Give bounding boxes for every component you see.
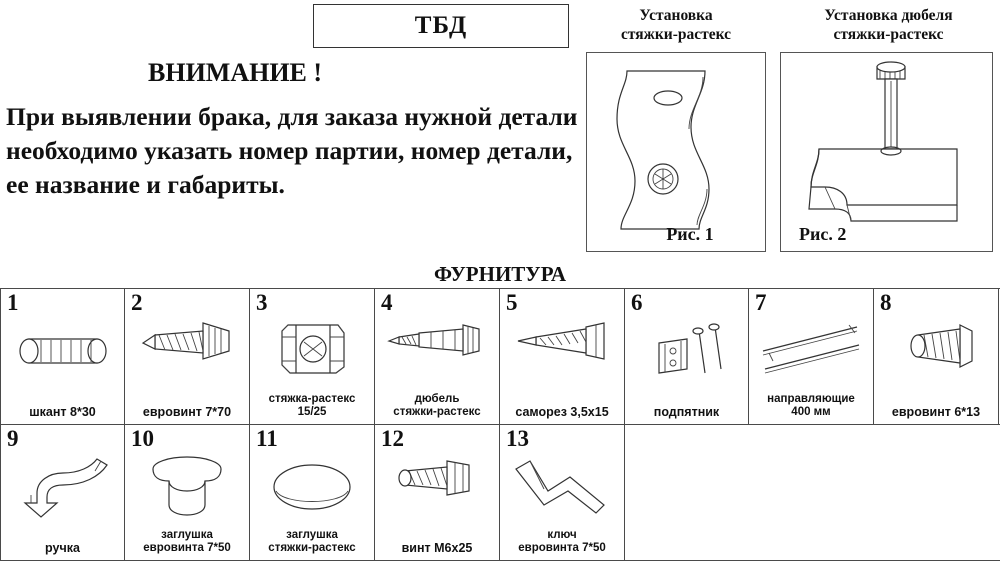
tbd-title-box — [313, 4, 569, 48]
furniture-table — [0, 288, 1000, 561]
cam-cap-icon — [250, 447, 374, 521]
item-label: шкант 8*30 — [29, 405, 96, 420]
furniture-cell-8[interactable] — [874, 289, 999, 424]
cam-lock-installation-icon — [587, 53, 765, 251]
item-label-line2: 400 мм — [791, 406, 831, 419]
item-label-line1: заглушка — [161, 528, 213, 541]
screw-cap-icon — [125, 447, 249, 521]
hex-key-icon — [500, 447, 624, 521]
self-tapping-screw-icon — [500, 311, 624, 385]
item-label: ручка — [45, 541, 80, 556]
furniture-section-title: ФУРНИТУРА — [433, 262, 567, 286]
item-label: винт М6х25 — [401, 541, 473, 556]
item-label-line1: ключ — [547, 528, 577, 541]
item-label-line2: еврoвинта 7*50 — [143, 542, 231, 555]
item-label — [125, 529, 249, 556]
item-number: 4 — [381, 290, 393, 315]
furniture-cell-6[interactable] — [625, 289, 749, 424]
item-label-line2: стяжки-растекс — [268, 542, 356, 555]
figure-2-title — [786, 6, 991, 45]
item-number: 8 — [880, 290, 892, 315]
item-label: евровинт 6*13 — [891, 405, 981, 420]
furniture-row-1 — [0, 288, 1000, 424]
furniture-cell-7[interactable] — [749, 289, 874, 424]
item-number: 9 — [7, 426, 19, 451]
cam-lock-icon — [250, 311, 374, 385]
item-number: 6 — [631, 290, 643, 315]
item-label-line1: направляющие — [767, 392, 855, 405]
item-label: саморез 3,5х15 — [515, 405, 609, 420]
item-number: 3 — [256, 290, 268, 315]
item-label — [250, 393, 374, 420]
furniture-cell-11[interactable] — [250, 425, 375, 560]
figure-2-title-line1: Установка дюбеля — [824, 7, 953, 24]
euro-screw-13-icon — [874, 311, 998, 385]
item-label-line1: заглушка — [286, 528, 338, 541]
item-label: евровинт 7*70 — [142, 405, 232, 420]
item-number: 12 — [381, 426, 404, 451]
handle-icon — [1, 447, 124, 521]
item-number: 2 — [131, 290, 143, 315]
notice-text: При выявлении брака, для заказа нужной детали необходимо указать номер партии, номер детали, ее название и габариты. — [6, 102, 578, 200]
item-number: 1 — [7, 290, 19, 315]
item-label — [500, 529, 624, 556]
item-label — [250, 529, 374, 556]
figure-1-title-line1: Установка — [639, 7, 713, 24]
instruction-header-area — [0, 0, 1000, 262]
figure-2-panel — [780, 52, 993, 252]
furniture-cell-1[interactable] — [0, 289, 125, 424]
item-number: 13 — [506, 426, 529, 451]
item-label: подпятник — [653, 405, 720, 420]
figure-1-panel — [586, 52, 766, 252]
figure-2-caption: Рис. 2 — [799, 224, 847, 244]
item-label-line1: стяжка-растекс — [268, 392, 356, 405]
item-number: 7 — [755, 290, 767, 315]
euro-screw-70-icon — [125, 311, 249, 385]
furniture-cell-12[interactable] — [375, 425, 500, 560]
item-number: 10 — [131, 426, 154, 451]
dowel-installation-icon — [781, 53, 992, 251]
item-label-line1: дюбель — [414, 392, 460, 405]
attention-heading: ВНИМАНИЕ ! — [148, 58, 323, 87]
figure-1-caption: Рис. 1 — [666, 224, 714, 244]
shelf-support-icon — [625, 311, 748, 385]
bolt-m6-icon — [375, 447, 499, 521]
item-label — [749, 393, 873, 420]
furniture-cell-4[interactable] — [375, 289, 500, 424]
furniture-row-2 — [0, 424, 1000, 561]
wooden-dowel-icon — [1, 311, 124, 385]
item-label-line2: еврoвинта 7*50 — [518, 542, 606, 555]
figure-1-title — [588, 6, 764, 45]
figure-1-title-line2: стяжки-растекс — [620, 26, 732, 44]
item-number: 11 — [256, 426, 278, 451]
item-label-line2: 15/25 — [297, 406, 327, 419]
furniture-cell-3[interactable] — [250, 289, 375, 424]
furniture-cell-13[interactable] — [500, 425, 625, 560]
item-label-line2: стяжки-растекс — [393, 406, 481, 419]
item-number: 5 — [506, 290, 518, 315]
tbd-title-text: ТБД — [414, 12, 468, 39]
furniture-cell-9[interactable] — [0, 425, 125, 560]
cam-dowel-icon — [375, 311, 499, 385]
furniture-cell-5[interactable] — [500, 289, 625, 424]
figure-2-title-line2: стяжки-растекс — [833, 26, 944, 44]
drawer-rails-icon — [749, 311, 873, 385]
furniture-row-2-empty-area — [625, 425, 1000, 560]
item-label — [375, 393, 499, 420]
furniture-cell-2[interactable] — [125, 289, 250, 424]
furniture-cell-10[interactable] — [125, 425, 250, 560]
